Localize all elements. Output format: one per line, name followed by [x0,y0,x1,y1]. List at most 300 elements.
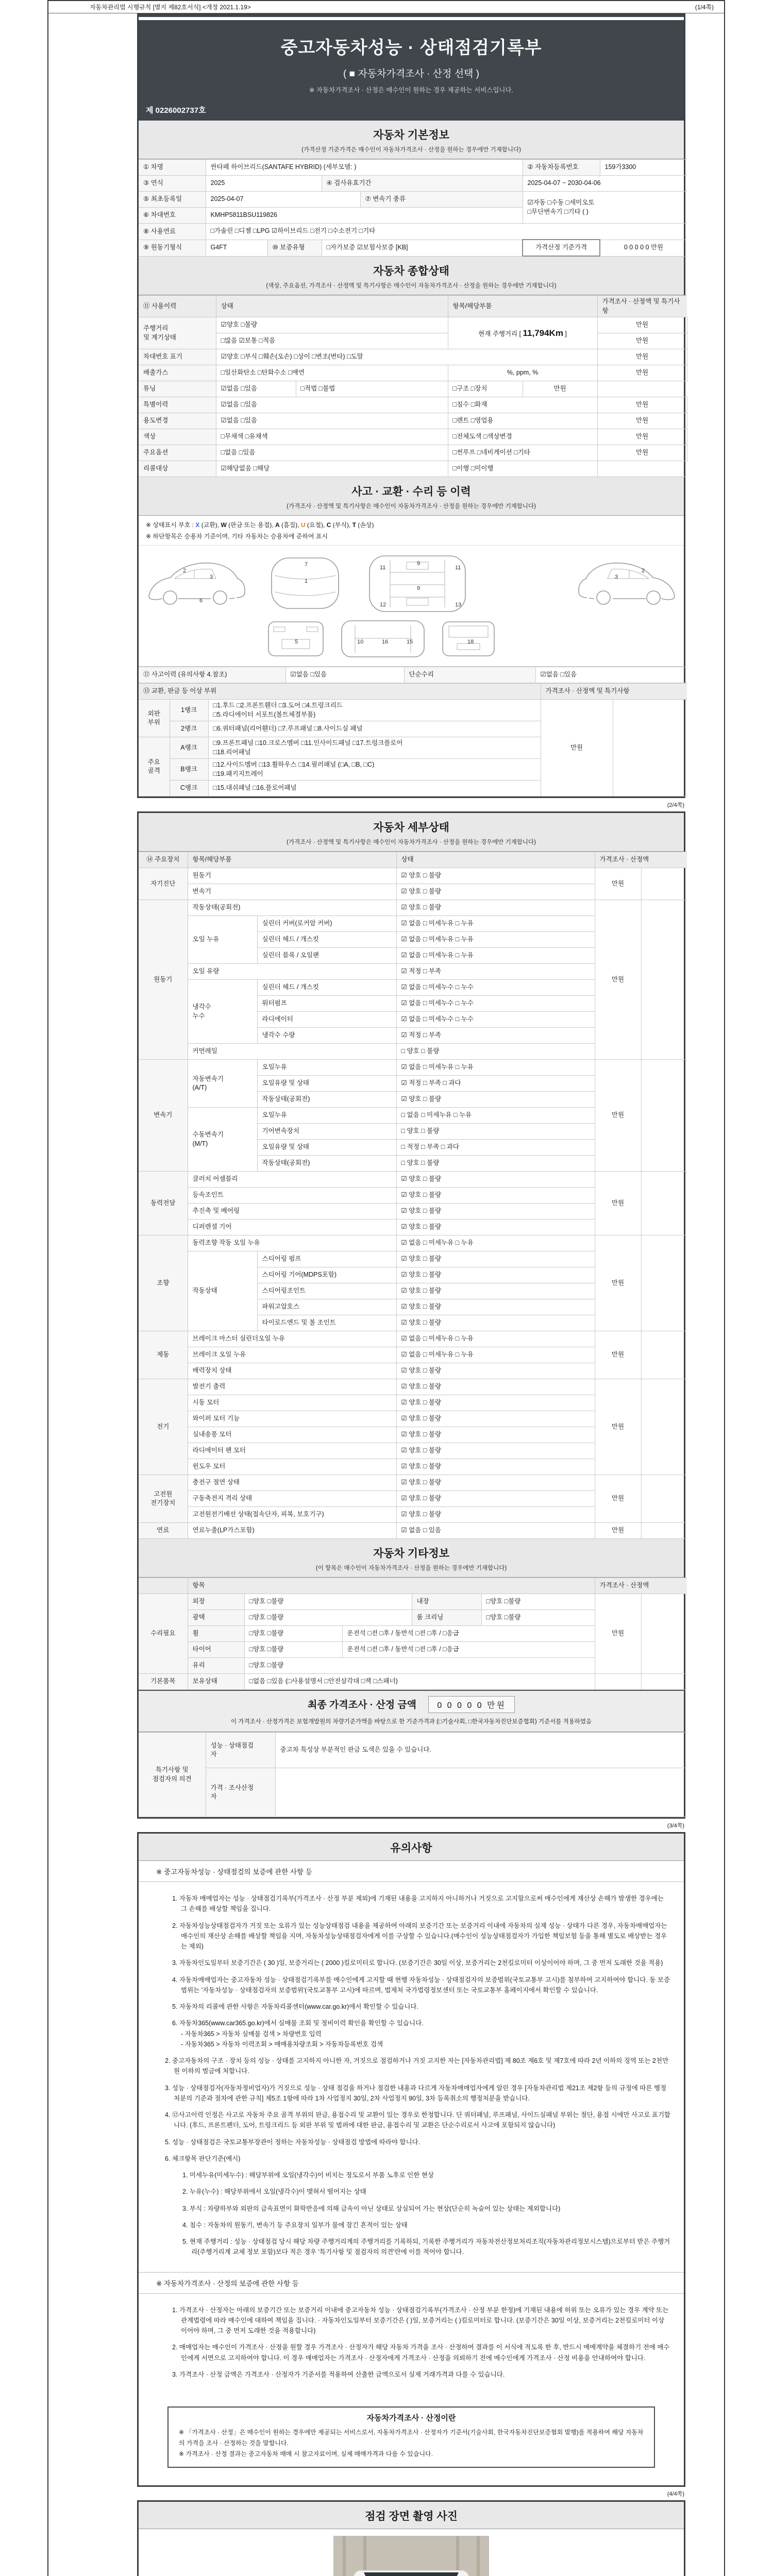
svg-text:15: 15 [407,639,413,646]
accident_flags-r0c1[interactable]: ☑없음 □있음 [285,667,404,683]
detail-r36c0: 실내송풍 모터 [188,1427,396,1443]
detail-r3c2[interactable]: ☑ 양호 □ 불량 [396,900,595,916]
overall-r4c2: %, ppm, % [448,365,597,381]
other-r3c2[interactable]: 운전석 □전 □후 / 동반석 □전 □후 / □응급 [342,1626,595,1642]
final-price-note: 이 가격조사 · 산정가격은 보험개발원의 차량기준가액을 바탕으로 한 기준가격과 (□기술사회, □한국자동차진단보증협회) 기준서를 적용하였음 [230,1719,592,1725]
rank-r1c2[interactable]: □1.후드 □2.프론트휀더 □3.도어 □4.트렁크리드 □5.라디에이터 서포트(볼트체결부품) [208,700,541,721]
detail-r20c2[interactable]: ☑ 양호 □ 불량 [396,1172,595,1188]
other-r1c6 [641,1594,687,1674]
overall-r1c0: 주행거리 및 계기상태 [139,317,216,349]
detail-r0c2: 상태 [396,852,595,868]
detail-r37c1[interactable]: ☑ 양호 □ 불량 [396,1443,595,1459]
detail-r38c0: 윈도우 모터 [188,1459,396,1475]
opinion-r1c1 [275,1768,687,1817]
overall-r9c0: 주요옵션 [139,445,216,461]
opinion-r0c2: 중고차 특성상 부분적인 판금 도색은 있을 수 있습니다. [275,1733,687,1768]
final-price-value: 0 0 0 0 0 만원 [428,1696,515,1713]
detail-r2c1[interactable]: ☑ 양호 □ 불량 [396,884,595,900]
basic-r2c1: 2025-04-07 [206,192,360,208]
detail-r30c3: 만원 [595,1331,641,1379]
page-1 [137,13,685,798]
basic-r5c4: 가격산정 기준가격 [523,240,600,256]
accident_flags-r0c2: 단순수리 [404,667,535,683]
overall-r7c3: 만원 [597,413,687,429]
detail-condition-table [139,852,684,1539]
svg-text:6: 6 [199,598,203,604]
detail-r23c1[interactable]: ☑ 양호 □ 불량 [396,1219,595,1235]
other-r5c1[interactable]: □양호 □불량 [244,1658,595,1674]
detail-r19c1[interactable]: □ 양호 □ 불량 [396,1156,595,1172]
inspector-opinion-table [139,1732,684,1817]
page-marker-2: (2/4쪽) [667,802,684,809]
section-title: 유의사항 [390,1842,432,1855]
overall-r7c1[interactable]: ☑없음 □있음 [216,413,448,429]
detail-r33c0: 전기 [139,1379,188,1475]
detail-r13c0: 변속기 [139,1060,188,1172]
detail-r39c0: 고전원 전기장치 [139,1475,188,1523]
opinion-r0c0: 특기사항 및 점검자의 의견 [139,1733,206,1817]
detail-r31c0: 브레이크 오일 누유 [188,1347,396,1363]
page-meta [48,1,724,13]
svg-text:2: 2 [183,568,187,574]
notice-item: 6. 자동차365(www.car365.go.kr)에서 실매물 조회 및 정비이력 확인을 확인할 수 있습니다. - 자동차365 > 자동차 실매물 검색 > 차량번호 입력 - 자동차365 > 자동차 이력조회 > 매매용차량조회 > 자동차등록번호 검색 [172,2020,424,2048]
detail-r6c1[interactable]: ☑ 없음 □ 미세누유 □ 누유 [396,948,595,964]
detail-r20c1: 클러치 어셈블리 [188,1172,396,1188]
notice-item: 3. 자동차인도일부터 보증기간은 ( 30 )일, 보증거리는 ( 2000 )킬로미터로 합니다. (보증기간은 30일 이상, 보증거리는 2천킬로미터 이상이어야 하며, 그 중 먼저 도래한 것을 적용) [172,1959,663,1967]
detail-r25c0: 작동상태 [188,1251,257,1331]
section-subtitle: (가격조사 · 산정액 및 특기사항은 매수인이 자동차가격조사 · 산정을 원하는 경우에만 기재합니다) [287,839,536,846]
overall-r4c0: 배출가스 [139,365,216,381]
document-subtitle: ( ■ 자동차가격조사 · 산정 선택 ) [343,69,480,79]
section-title: 자동차 기본정보 [373,129,449,141]
other-r6c3 [595,1674,641,1690]
detail-r13c1: 자동변속기 (A/T) [188,1060,257,1108]
detail-r12c1[interactable]: □ 양호 □ 불량 [396,1044,595,1060]
detail-r36c1[interactable]: ☑ 양호 □ 불량 [396,1427,595,1443]
notice-item: 4. 침수 : 자동차의 원동기, 변속기 등 주요장치 일부가 물에 잠긴 흔적이 있는 상태 [182,2221,408,2229]
notice-item: 6. 체크항목 판단기준(예시) [165,2155,241,2162]
detail-r31c1[interactable]: ☑ 없음 □ 미세누유 □ 누유 [396,1347,595,1363]
detail-r34c1[interactable]: ☑ 양호 □ 불량 [396,1395,595,1411]
detail-r42c0: 연료 [139,1523,188,1539]
notice-item: 2. 자동차성능상태점검자가 거짓 또는 오류가 있는 성능상태점검 내용을 제공하여 아래의 보증기간 또는 보증거리 이내에 자동차의 실제 성능 · 상태가 다른 경우, 자동차매매업자는 매수인의 재산상 손해를 배상할 책임을 지며, 자동차성능상태점검자에게 이를 구상할 수 있습니다.(매수인이 성능상태점검자가 가입한 책임보험 등을 통해 별도로 배상받는 경우는 제외) [172,1922,667,1951]
svg-text:16: 16 [382,639,389,646]
rank-r3c2[interactable]: □9.프론트패널 □10.크로스멤버 □11.인사이드패널 □17.트렁크플로어 □18.리어패널 [208,737,541,759]
svg-text:3: 3 [615,574,618,581]
overall-r9c2[interactable]: □썬루프 □네비게이션 □기타 [448,445,597,461]
document-header [139,15,684,121]
damage-diagram [139,546,684,667]
state-code-legend: ※ 상태표시 부호 : X (교환), W (판금 또는 용접), A (흠집), U (요철), C (부식), T (손상) [146,521,374,529]
svg-text:10: 10 [357,639,364,646]
svg-text:12: 12 [380,602,386,608]
price-definition-title: 자동차가격조사 · 산정이란 [366,2414,456,2423]
rank-r0c0: ⑬ 교환, 판금 등 이상 부위 [139,684,541,700]
detail-r10c1[interactable]: ☑ 없음 □ 미세누수 □ 누수 [396,1012,595,1028]
other-r6c2[interactable]: □없음 □있음 (□사용설명서 □안전삼각대 □잭 □스패너) [244,1674,595,1690]
basic-r0c1: 싼타페 하이브리드(SANTAFE HYBRID) (세부모델: ) [206,160,523,176]
document-note: ※ 자동차가격조사 · 산정은 매수인이 원하는 경우 제공하는 서비스입니다. [309,87,514,94]
detail-r18c1[interactable]: □ 적정 □ 부족 □ 과다 [396,1140,595,1156]
overall-r5c3[interactable]: □구조 □장치 [448,381,523,397]
detail-r25c2[interactable]: ☑ 양호 □ 불량 [396,1251,595,1267]
other-r6c0: 기본품목 [139,1674,188,1690]
detail-r1c2[interactable]: ☑ 양호 □ 불량 [396,868,595,884]
notice-item: 5. 성능 · 상태점검은 국토교통부장관이 정하는 자동차성능 · 상태점검 방법에 따라야 합니다. [165,2138,421,2146]
basic-r0c2: ② 자동차등록번호 [523,160,600,176]
basic-r5c2: ⑩ 보증유형 [267,240,322,256]
opinion-r0c1: 성능 · 상태점검 자 [206,1733,275,1768]
notice-item: 2. 누유(누수) : 해당부위에서 오일(냉각수)이 맺혀서 떨어지는 상태 [182,2188,366,2196]
other-r1c1: 외장 [188,1594,244,1610]
other-r2c1[interactable]: □양호 □불량 [244,1610,412,1626]
final-price-label: 최종 가격조사 · 산정 금액 [308,1700,417,1711]
detail-r33c1: 발전기 출력 [188,1379,396,1395]
other-r1c4[interactable]: □양호 □불량 [481,1594,595,1610]
detail-r30c4 [641,1331,687,1379]
basic-r1c0: ③ 연식 [139,176,206,192]
notice-item: 4. ⑫사고이력 인정은 사고로 자동차 주요 골격 부위의 판금, 용접수리 및 교환이 있는 경우로 한정합니다. 단 쿼터패널, 루프패널, 사이드실패널 부위는 절단, 용접 시에만 사고로 표기합니다. (후드, 프론트펜더, 도어, 트렁크리드 등 외판 부위 및 범퍼에 대한 판금, 용접수리 및 교환은 단순수리로서 사고에 포함되지 않습니다) [165,2111,670,2129]
overall-r1c1[interactable]: ☑양호 □불량 [216,317,448,333]
detail-r22c0: 추진축 및 베어링 [188,1204,396,1219]
other-r0c2: 가격조사 · 산정액 [595,1578,687,1594]
opinion-r1c0: 가격 · 조사산정 자 [206,1768,275,1817]
detail-r17c0: 기어변속장치 [257,1124,396,1140]
overall-r5c4: 만원 [523,381,597,397]
detail-r32c0: 배력장치 상태 [188,1363,396,1379]
other-r4c0: 타이어 [188,1642,244,1658]
detail-r26c0: 스티어링 기어(MDPS포함) [257,1267,396,1283]
svg-text:1: 1 [305,578,308,585]
notice-heading-a: ※ 중고자동차성능 · 상태점검의 보증에 관한 사항 등 [139,1861,684,1882]
section-title: 자동차 기타정보 [373,1548,449,1560]
detail-r42c1: 연료누출(LP가스포함) [188,1523,396,1539]
detail-r15c0: 작동상태(공회전) [257,1092,396,1108]
overall-r8c2[interactable]: □전체도색 □색상변경 [448,429,597,445]
accident_flags-r0c0: ⑫ 사고이력 (유의사항 4.참조) [139,667,285,683]
detail-r13c3[interactable]: ☑ 없음 □ 미세누유 □ 누유 [396,1060,595,1076]
basic-r2c0: ⑤ 최초등록일 [139,192,206,208]
overall-r3c0: 차대번호 표기 [139,349,216,365]
detail-r40c1[interactable]: ☑ 양호 □ 불량 [396,1491,595,1507]
detail-r21c1[interactable]: ☑ 양호 □ 불량 [396,1188,595,1204]
form-reference: 자동차관리법 시행규칙 [별지 제82호서식] <개정 2021.1.19> [90,4,251,11]
detail-r1c4 [641,868,687,900]
detail-r26c1[interactable]: ☑ 양호 □ 불량 [396,1267,595,1283]
detail-r23c0: 디퍼렌셜 기어 [188,1219,396,1235]
detail-r2c0: 변속기 [188,884,396,900]
overall-r1c2: 현재 주행거리 [ 11,794Km ] [448,317,597,349]
overall-r10c2[interactable]: □이행 □미이행 [448,461,597,477]
basic-r4c0: ⑧ 사용연료 [139,224,206,240]
basic-r1c2: ④ 검사유효기간 [322,176,523,192]
overall-r0c1: 상태 [216,296,448,317]
rank-r2c0: 2랭크 [170,721,208,737]
section-other-header [139,1539,684,1578]
detail-r33c3: 만원 [595,1379,641,1475]
document-title: 중고자동차성능 · 상태점검기록부 [280,38,542,58]
basic-r5c1: G4FT [206,240,267,256]
overall-r6c0: 특별이력 [139,397,216,413]
detail-r39c2[interactable]: ☑ 양호 □ 불량 [396,1475,595,1491]
section-subtitle: (이 항목은 매수인이 자동차가격조사 · 산정을 원하는 경우에만 기재합니다) [315,1565,507,1572]
rank-r0c1: 가격조사 · 산정액 및 특기사항 [541,684,687,700]
detail-r33c4 [641,1379,687,1475]
panel-rank-table [139,683,684,796]
notice-item: 3. 가격조사 · 산정 금액은 가격조사 · 산정자가 기준서를 적용하여 산출한 금액으로서 실제 거래가격과 다를 수 있습니다. [172,2370,505,2378]
detail-r22c1[interactable]: ☑ 양호 □ 불량 [396,1204,595,1219]
detail-r20c3: 만원 [595,1172,641,1235]
detail-r42c3: 만원 [595,1523,641,1539]
section-photos-header [139,2502,684,2529]
other-info-table [139,1578,684,1690]
overall-r10c1[interactable]: ☑해당없음 □해당 [216,461,448,477]
overall-r5c0: 튜닝 [139,381,216,397]
header-divider [139,17,684,20]
overall-condition-table [139,295,684,477]
notice-item: 2. 중고자동차의 구조 · 장치 등의 성능 · 상태를 고지하지 아니한 자, 거짓으로 점검하거나 거짓 고지한 자는 [자동차관리법] 제 80조 제6호 및 제7호에 따라 2년 이하의 징역 또는 2천만원 이하의 벌금에 처합니다. [165,2057,669,2075]
svg-text:18: 18 [467,639,474,646]
basic-r3c0: ⑥ 차대번호 [139,208,206,224]
detail-r8c1: 실린더 헤드 / 개스킷 [257,980,396,996]
other-r3c1[interactable]: □양호 □불량 [244,1626,342,1642]
detail-r21c0: 등속조인트 [188,1188,396,1204]
overall-r7c0: 용도변경 [139,413,216,429]
detail-r9c1[interactable]: ☑ 없음 □ 미세누수 □ 누수 [396,996,595,1012]
rank-r1c0: 외판 부위 [139,700,170,737]
accident_flags-r0c3[interactable]: ☑없음 □있음 [535,667,687,683]
notice-item: 5. 현재 주행거리 : 성능 · 상태점검 당시 해당 차량 주행거리계의 주행거리를 기록하되, 기록한 주행거리가 자동차전산정보처리조직(자동차관리정보시스템)으로부터 받은 주행거리(주행거리계 교체 정보 포함)보다 적은 경우 '특기사항 및 점검자의 의견'란에 이를 적어야 합니다. [182,2238,670,2256]
state-code-notes [139,516,684,546]
detail-r39c1: 충전구 절연 상태 [188,1475,396,1491]
state-code-basis: ※ 하단항목은 승용차 기준이며, 기타 자동차는 승용차에 준하여 표시 [146,532,328,540]
basic-r0c0: ① 차명 [139,160,206,176]
section-detail-header [139,813,684,852]
overall-r2c0[interactable]: □많음 ☑보통 □적음 [216,333,448,349]
document-frame [47,0,725,2576]
basic-info-table [139,159,684,257]
rank-r4c0: B랭크 [170,759,208,781]
detail-r38c1[interactable]: ☑ 양호 □ 불량 [396,1459,595,1475]
detail-r20c0: 동력전달 [139,1172,188,1235]
detail-r1c1: 원동기 [188,868,396,884]
detail-r15c1[interactable]: ☑ 양호 □ 불량 [396,1092,595,1108]
svg-text:2: 2 [642,568,645,574]
notice-item: 5. 자동차의 리콜에 관한 사항은 자동차리콜센터(www.car.go.kr)에서 확인할 수 있습니다. [172,2003,418,2011]
overall-r9c1[interactable]: □없음 □있음 [216,445,448,461]
detail-r24c3: 만원 [595,1235,641,1331]
section-notice-header [139,1834,684,1861]
overall-r3c2: 만원 [597,349,687,365]
detail-r16c2[interactable]: □ 없음 □ 미세누유 □ 누유 [396,1108,595,1124]
document-number: 제 0226002737호 [146,106,206,115]
detail-r18c0: 오일유량 및 상태 [257,1140,396,1156]
other-r1c3: 내장 [412,1594,481,1610]
basic-r5c0: ⑨ 원동기형식 [139,240,206,256]
overall-r6c1[interactable]: ☑없음 □있음 [216,397,448,413]
overall-r0c0: ⑪ 사용이력 [139,296,216,317]
detail-r12c0: 커먼레일 [188,1044,396,1060]
detail-r13c5 [641,1060,687,1172]
other-r1c2[interactable]: □양호 □불량 [244,1594,412,1610]
rank-r1c1: 1랭크 [170,700,208,721]
detail-r10c0: 라디에이터 [257,1012,396,1028]
accident-history-row [139,667,684,683]
detail-r32c1[interactable]: ☑ 양호 □ 불량 [396,1363,595,1379]
rank-r1c3: 만원 [541,700,613,796]
overall-r6c2[interactable]: □침수 □화재 [448,397,597,413]
detail-r35c0: 와이퍼 모터 기능 [188,1411,396,1427]
detail-r4c2[interactable]: ☑ 없음 □ 미세누유 □ 누유 [396,916,595,932]
other-r4c1[interactable]: □양호 □불량 [244,1642,342,1658]
page-marker-3: (3/4쪽) [667,1823,684,1829]
rank-r5c1[interactable]: □15.대쉬패널 □16.플로어패널 [208,781,541,796]
section-title: 사고 · 교환 · 수리 등 이력 [351,486,471,498]
detail-r27c0: 스티어링조인트 [257,1283,396,1299]
car-side-right-outline [579,563,675,604]
price-definition-line: ※ 가격조사 · 산정 결과는 중고자동차 매매 시 참고자료이며, 실제 매매가격과 다를 수 있습니다. [179,2450,433,2458]
notice-item: 1. 자동차 매매업자는 성능 · 상태점검기록부(가격조사 · 산정 부분 제외)에 기재된 내용을 고지하지 아니하거나 거짓으로 고지함으로써 매수인에게 재산상 손해가 발생한 경우에는 그 손해를 배상할 책임을 집니다. [172,1895,664,1913]
overall-r4c1[interactable]: □일산화탄소 □탄화수소 □매연 [216,365,448,381]
detail-r5c1[interactable]: ☑ 없음 □ 미세누유 □ 누유 [396,932,595,948]
detail-r13c4: 만원 [595,1060,641,1172]
other-r6c4 [641,1674,687,1690]
other-r2c2: 룸 크리닝 [412,1610,481,1626]
other-r2c3[interactable]: □양호 □불량 [481,1610,595,1626]
detail-r42c2[interactable]: ☑ 없음 □ 있음 [396,1523,595,1539]
other-r4c2[interactable]: 운전석 □전 □후 / 동반석 □전 □후 / □응급 [342,1642,595,1658]
sheet [137,13,685,2576]
detail-r40c0: 구동축전지 격리 상태 [188,1491,396,1507]
rank-r5c0: C랭크 [170,781,208,796]
detail-r41c0: 고전원전기배선 상태(접속단자, 피복, 보호기구) [188,1507,396,1523]
page-4 [137,2500,685,2576]
section-title: 자동차 종합상태 [373,265,449,277]
overall-r7c2[interactable]: □렌트 □영업용 [448,413,597,429]
overall-r10c0: 리콜대상 [139,461,216,477]
detail-r3c3: 만원 [595,900,641,1060]
svg-text:7: 7 [305,562,308,568]
detail-r29c0: 타이로드엔드 및 볼 조인트 [257,1315,396,1331]
detail-r37c0: 라디에이터 팬 모터 [188,1443,396,1459]
overall-r0c3: 가격조사 · 산정액 및 특기사항 [597,296,687,317]
detail-r1c0: 자기진단 [139,868,188,900]
overall-r0c2: 항목/해당부품 [448,296,597,317]
price-definition-box [167,2406,655,2468]
section-subtitle: (가격산정 기준가격은 매수인이 자동차가격조사 · 산정을 원하는 경우에만 기재합니다) [301,147,521,153]
detail-r14c1[interactable]: ☑ 적정 □ 부족 □ 과다 [396,1076,595,1092]
overall-r8c1[interactable]: □무채색 □유채색 [216,429,448,445]
detail-r30c2[interactable]: ☑ 없음 □ 미세누유 □ 누유 [396,1331,595,1347]
section-overall-header [139,257,684,295]
detail-r25c1: 스티어링 펌프 [257,1251,396,1267]
rank-r2c1[interactable]: □6.쿼터패널(리어휀더) □7.루프패널 □8.사이드실 패널 [208,721,541,737]
basic-r0c3: 159가3300 [600,160,687,176]
price-definition-lines [169,2425,654,2467]
other-r5c0: 유리 [188,1658,244,1674]
detail-r8c2[interactable]: ☑ 없음 □ 미세누수 □ 누수 [396,980,595,996]
basic-r1c3: 2025-04-07 ~ 2030-04-06 [523,176,687,192]
basic-r4c1[interactable]: □가솔린 □디젤 □LPG ☑하이브리드 □전기 □수소전기 □기타 [206,224,687,240]
notice-item: 2. 매매업자는 매수인이 가격조사 · 산정을 원할 경우 가격조사 · 산정자가 해당 자동차 가격을 조사 · 산정하여 결과를 이 서식에 적도록 한 후, 반드시 매매계약을 체결하기 전에 매수인에게 서면으로 고지하여야 합니다. 이 경우 매매업자는 가격조사 · 산정자에게 가격조사 · 산정을 의뢰하기 전에 매수인에게 가격조사 · 산정 비용을 안내하여야 합니다. [172,2344,670,2362]
overall-r6c3: 만원 [597,397,687,413]
detail-r20c4 [641,1172,687,1235]
detail-r24c2[interactable]: ☑ 없음 □ 미세누유 □ 누유 [396,1235,595,1251]
overall-r1c3: 만원 [597,317,687,333]
svg-text:11: 11 [455,565,461,571]
notice-item: 4. 자동차매매업자는 중고자동차 성능 · 상태점검기록부를 매수인에게 고지할 때 현행 자동차성능 · 상태점검자의 보증범위(국토교통부 고시)를 첨부하여 고지하여야 합니다. 동 보증범위는 '자동차성능 · 상태점검자의 보증범위'(국토교통부 고시)에 따르며, 법제처 국가법령정보센터 또는 국토교통부 홈페이지에서 확인할 수 있습니다. [172,1976,670,1994]
detail-r3c0: 원동기 [139,900,188,1060]
detail-r14c0: 오일유량 및 상태 [257,1076,396,1092]
detail-r34c0: 시동 모터 [188,1395,396,1411]
other-r1c5: 만원 [595,1594,641,1674]
final-price-band [139,1690,684,1732]
other-r0c0 [139,1578,188,1594]
detail-r30c1: 브레이크 마스터 실린더오일 누유 [188,1331,396,1347]
section-basic-header [139,121,684,159]
detail-r4c1: 실린더 커버(로커암 커버) [257,916,396,932]
inspection-photos [139,2529,684,2576]
detail-r27c1[interactable]: ☑ 양호 □ 불량 [396,1283,595,1299]
overall-r5c2[interactable]: □적법 □불법 [296,381,448,397]
detail-r28c1[interactable]: ☑ 양호 □ 불량 [396,1299,595,1315]
detail-r11c1[interactable]: ☑ 적정 □ 부족 [396,1028,595,1044]
svg-text:9: 9 [417,561,421,567]
page-2 [137,811,685,1819]
detail-r24c4 [641,1235,687,1331]
notice-list-b [139,2294,684,2395]
overall-r10c3 [597,461,687,477]
detail-r5c0: 실린더 헤드 / 개스킷 [257,932,396,948]
section-subtitle: (색상, 주요옵션, 가격조사 · 산정액 및 특기사항은 매수인이 자동차가격조사 · 산정을 원하는 경우에만 기재합니다) [266,283,557,289]
other-r1c0: 수리필요 [139,1594,188,1674]
detail-r39c3: 만원 [595,1475,641,1523]
detail-r7c1[interactable]: ☑ 적정 □ 부족 [396,964,595,980]
detail-r28c0: 파워고압호스 [257,1299,396,1315]
notice-item: 3. 성능 · 상태점검자(자동차정비업자)가 거짓으로 성능 · 상태 점검을 하거나 점검한 내용과 다르게 자동차매매업자에게 알린 경우 [자동차관리법 제21조 제2항 등의 규정에 따른 행정처분의 기준과 절차에 관한 규칙] 제5조 1항에 따라 1차 사업정지 30일, 2차 사업정지 90일, 3차 등록취소의 행정처분을 받습니다. [165,2084,667,2102]
page-marker-4: (4/4쪽) [667,2491,684,2498]
detail-r33c2[interactable]: ☑ 양호 □ 불량 [396,1379,595,1395]
rank-r4c1[interactable]: □12.사이드멤버 □13.휠하우스 □14.필러패널 (□A, □B, □C) □19.패키지트레이 [208,759,541,781]
basic-r5c3[interactable]: □자가보증 ☑보험사보증 [KB] [322,240,523,256]
detail-r35c1[interactable]: ☑ 양호 □ 불량 [396,1411,595,1427]
notice-list-a [139,1882,684,2272]
detail-r8c0: 냉각수 누수 [188,980,257,1044]
basic-r1c1: 2025 [206,176,322,192]
detail-r41c1[interactable]: ☑ 양호 □ 불량 [396,1507,595,1523]
overall-r5c1[interactable]: ☑없음 □있음 [216,381,296,397]
price-definition-line: ※ 「가격조사 · 산정」은 매수인이 원하는 경우에만 제공되는 서비스로서, 자동차가격조사 · 산정자가 기준서(기술사회, 한국자동차진단보증협회 발행)를 적용하여 해당 자동차의 가격을 조사 · 산정하는 것을 말합니다. [179,2429,644,2447]
basic-r2c3[interactable]: ☑자동 □수동 □세미오토 □무단변속기 □기타 ( ) [523,192,687,224]
other-r6c1: 보유상태 [188,1674,244,1690]
rank-r3c0: 주요 골격 [139,737,170,796]
other-r0c1: 항목 [188,1578,595,1594]
detail-r17c1[interactable]: □ 양호 □ 불량 [396,1124,595,1140]
basic-r2c2: ⑦ 변속기 종류 [360,192,523,208]
detail-r9c0: 워터펌프 [257,996,396,1012]
other-r3c0: 휠 [188,1626,244,1642]
rank-r1c4 [613,700,687,796]
detail-r29c1[interactable]: ☑ 양호 □ 불량 [396,1315,595,1331]
notice-heading-b: ※ 자동차가격조사 · 산정의 보증에 관한 사항 등 [139,2272,684,2294]
svg-text:5: 5 [295,639,298,646]
notice-item: 1. 가격조사 · 산정자는 아래의 보증기간 또는 보증거리 이내에 중고자동차 성능 · 상태점검기록부(가격조사 · 산정 부분 한정)에 기재된 내용에 허위 또는 오류가 있는 경우 계약 또는 관계법령에 따라 매수인에 대하여 책임을 집니다. · 자동차인도일부터 보증기간은 ( )일, 보증거리는 ( )킬로미터로 합니다. (보증기간은 30일 이상, 보증거리는 2천킬로미터 이상이어야 하며, 그 중 먼저 도래한 것을 적용합니다) [172,2306,669,2335]
overall-r3c1[interactable]: ☑양호 □부식 □훼손(오손) □상이 □변조(변타) □도말 [216,349,597,365]
overall-r8c3: 만원 [597,429,687,445]
svg-text:13: 13 [455,602,462,608]
basic-r3c1: KMHP5811BSU119826 [206,208,523,224]
detail-r42c4 [641,1523,687,1539]
